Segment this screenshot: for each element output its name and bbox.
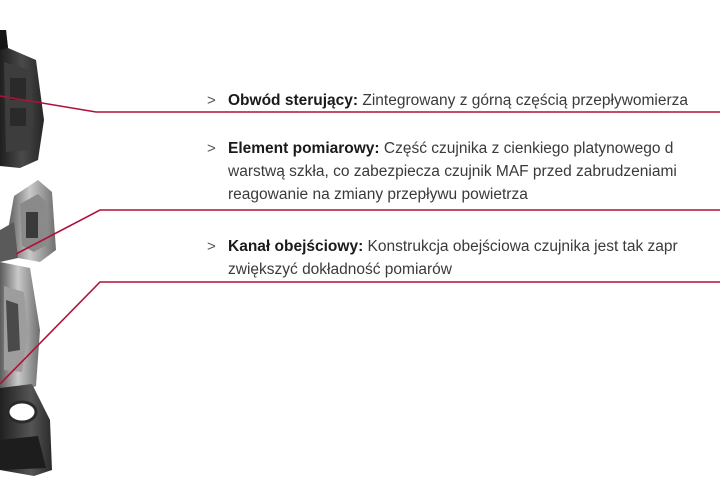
chevron-right-icon: > [207,238,216,255]
chevron-right-icon: > [207,140,216,157]
callout-line-2: zwiększyć dokładność pomiarów [228,261,452,278]
callout-term: Kanał obejściowy: [228,238,364,255]
bypass-channel [0,262,52,476]
chevron-right-icon: > [207,92,216,109]
callout-control-circuit [207,89,720,112]
callout-measuring-element [207,137,720,206]
callout-line-1 [207,137,720,160]
callout-text: Zintegrowany z górną częścią przepływomierza [362,92,689,109]
callout-term: Obwód sterujący: [228,92,359,109]
callout-line-2: warstwą szkła, co zabezpiecza czujnik MAF przed zabrudzeniami [228,163,677,180]
callout-bypass-channel [207,235,720,281]
callout-line-1 [207,89,720,112]
callout-text: Część czujnika z cienkiego platynowego d [383,140,674,157]
measuring-element-housing [0,180,56,262]
callout-line-1 [207,235,720,258]
callout-line-3: reagowanie na zmiany przepływu powietrza [228,186,528,203]
callout-term: Element pomiarowy: [228,140,380,157]
leader-line-bypass-channel [0,282,720,384]
callout-text: Konstrukcja obejściowa czujnika jest tak zapr [367,238,678,255]
